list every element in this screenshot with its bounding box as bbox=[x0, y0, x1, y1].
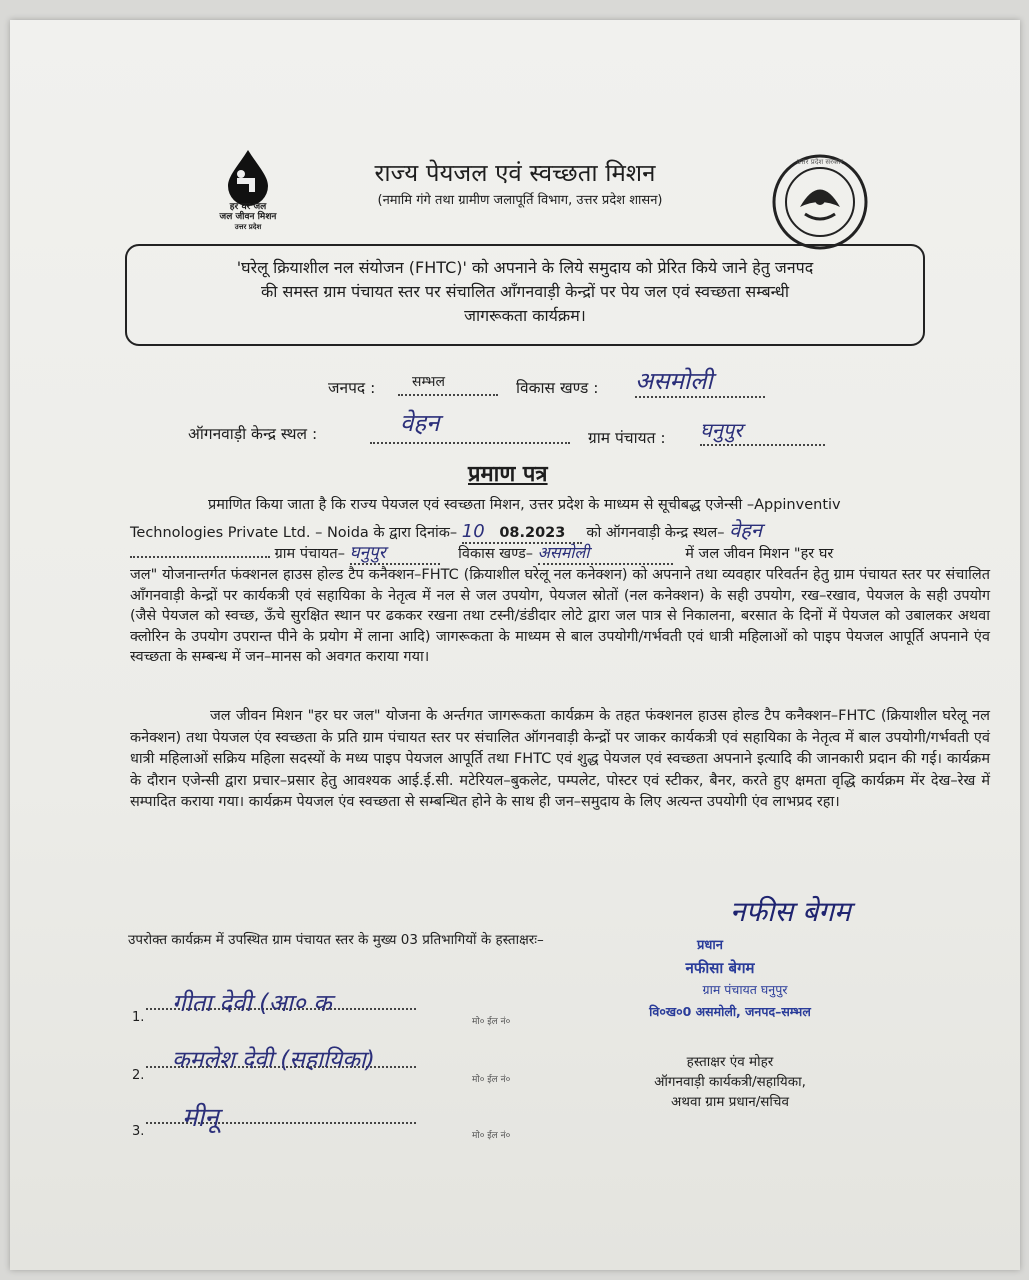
pradhan-stamp bbox=[610, 935, 850, 1023]
vikas-label: विकास खण्ड : bbox=[516, 379, 599, 397]
agency-line: Technologies Private Ltd. – Noida के द्वारा दिनांक– bbox=[130, 525, 458, 541]
aangan-site-label: को ऑगनवाड़ी केन्द्र स्थल– bbox=[586, 525, 725, 541]
participant-signature: मीनू bbox=[182, 1103, 219, 1133]
sig-line-3: अथवा ग्राम प्रधान/सचिव bbox=[671, 1094, 789, 1110]
participant-row bbox=[132, 988, 562, 1028]
mobile-label: मो० ईल नं० bbox=[472, 1075, 511, 1085]
janpad-label: जनपद : bbox=[328, 379, 376, 397]
para1-body: जल" योजनान्तर्गत फंक्शनल हाउस होल्ड टैप कनैक्शन–FHTC (क्रियाशील घरेलू नल कनेक्शन) को अपनाने तथा व्यवहार परिवर्तन हेतु ग्राम पंचायत स्तर पर संचालित आँगनवाड़ी केन्द्रों पर कार्यकत्री एवं सहायिका के नेतृत्व में नल से जल उपयोग, पेयजल स्रोतों (नल कनेक्शन) के सही उपयोग, रख–रखाव, पेयजल के सही उपयोग (जैसे पेयजल को स्वच्छ, ऊँचे सुरक्षित स्थान पर ढककर रखना तथा टस्नी/डंडीदार लोटे द्वारा जल पात्र से निकालना, बरसात के दिनों में पेयजल को उबालकर अथवा क्लोरिन के उपयोग उपरान्त पीने के प्रयोग में लाना आदि) जागरूकता के माध्यम से बाल उपयोगी/गर्भवती एवं धात्री महिलाओं को पाइप पेयजल आपूर्ति अपनाने एंव स्वच्छता के सम्बन्ध में जन–मानस को अवगत कराया गया। bbox=[130, 567, 990, 666]
stamp-line-1: प्रधान bbox=[697, 938, 723, 953]
gram-panchayat-label: ग्राम पंचायत– bbox=[274, 546, 345, 562]
up-government-seal bbox=[770, 152, 870, 252]
gram-handwritten: घनुपुर bbox=[700, 418, 743, 442]
header-subtitle: (नमामि गंगे तथा ग्रामीण जलापूर्ति विभाग, उत्तर प्रदेश शासन) bbox=[377, 193, 663, 208]
vikas-handwritten: असमोली bbox=[635, 367, 713, 395]
water-drop-icon bbox=[223, 148, 273, 206]
logo-line-2: जल जीवन मिशन bbox=[219, 212, 277, 222]
mobile-label: मो० ईल नं० bbox=[472, 1017, 511, 1027]
janpad-text: सम्भल bbox=[412, 374, 445, 390]
aangan-label: ऑगनवाड़ी केन्द्र स्थल : bbox=[188, 425, 318, 443]
gram-label: ग्राम पंचायत : bbox=[588, 429, 666, 447]
date-printed: 08.2023 bbox=[499, 525, 566, 541]
participant-number: 2. bbox=[132, 1068, 145, 1083]
aangan-value bbox=[370, 406, 570, 444]
stamp-line-3: ग्राम पंचायत घनुपुर bbox=[702, 982, 788, 997]
aangan-handwritten: वेहन bbox=[400, 409, 440, 437]
para1-line3 bbox=[130, 540, 990, 564]
seal-emblem-icon bbox=[770, 152, 870, 252]
participant-signature: गीता देवी (आ० क bbox=[172, 989, 332, 1017]
sig-line-1: हस्ताक्षर एंव मोहर bbox=[686, 1054, 774, 1070]
participant-number: 1. bbox=[132, 1010, 145, 1025]
pradhan-signature: नफीस बेगम bbox=[730, 895, 851, 928]
participants-intro: उपरोक्त कार्यक्रम में उपस्थित ग्राम पंचायत स्तर के मुख्य 03 प्रतिभागियों के हस्ताक्षरः– bbox=[128, 932, 544, 948]
program-banner bbox=[125, 244, 925, 346]
seal-text: उत्तर प्रदेश सरकार bbox=[796, 158, 844, 166]
signature-block bbox=[610, 1052, 850, 1112]
gram-handwritten-2: घनुपुर bbox=[350, 540, 440, 565]
mission-text: में जल जीवन मिशन "हर घर bbox=[685, 546, 834, 562]
vikas-value bbox=[635, 364, 765, 398]
mobile-label: मो० ईल नं० bbox=[472, 1131, 511, 1141]
jal-jeevan-mission-logo bbox=[205, 148, 295, 248]
vikas-khand-label: विकास खण्ड– bbox=[458, 546, 534, 562]
participant-row bbox=[132, 1102, 562, 1142]
participant-row bbox=[132, 1046, 562, 1086]
gram-value bbox=[700, 416, 825, 446]
participant-signature: कमलेश देवी (सहायिका) bbox=[172, 1047, 375, 1073]
banner-line-1: 'घरेलू क्रियाशील नल संयोजन (FHTC)' को अपनाने के लिये समुदाय को प्रेरित किये जाने हेतु जनपद bbox=[236, 258, 814, 277]
certificate-page bbox=[10, 20, 1020, 1270]
header-title: राज्य पेयजल एवं स्वच्छता मिशन bbox=[374, 159, 656, 187]
sig-line-2: ऑगनवाड़ी कार्यकत्री/सहायिका, bbox=[654, 1074, 806, 1090]
banner-line-3: जागरूकता कार्यक्रम। bbox=[464, 306, 586, 325]
para1-line2 bbox=[130, 516, 990, 540]
janpad-value bbox=[398, 372, 498, 396]
banner-line-2: की समस्त ग्राम पंचायत स्तर पर संचालित आँगनवाड़ी केन्द्रों पर पेय जल एवं स्वच्छता सम्बन्धी bbox=[260, 282, 790, 301]
stamp-line-4: वि०ख०0 असमोली, जनपद–सम्भल bbox=[649, 1004, 811, 1019]
vikas-handwritten-2: असमोली bbox=[538, 541, 673, 565]
logo-line-3: उत्तर प्रदेश bbox=[234, 223, 262, 231]
site-handwritten: वेहन bbox=[729, 518, 762, 542]
stamp-line-2: नफीसा बेगम bbox=[685, 959, 755, 977]
participant-number: 3. bbox=[132, 1124, 145, 1139]
certificate-title: प्रमाण पत्र bbox=[468, 462, 548, 487]
para1-line1: प्रमाणित किया जाता है कि राज्य पेयजल एवं स्वच्छता मिशन, उत्तर प्रदेश के माध्यम से सूचीबद्ध एजेन्सी –Appinventiv bbox=[208, 497, 841, 513]
para2-body: जल जीवन मिशन "हर घर जल" योजना के अर्न्तगत जागरूकता कार्यक्रम के तहत फंक्शनल हाउस होल्ड टैप कनैक्शन–FHTC (क्रियाशील घरेलू नल कनेक्शन) तथा पेयजल एंव स्वच्छता के प्रति ग्राम पंचायत स्तर पर संचालित ऑगनवाड़ी केन्द्रों पर जाकर कार्यकत्री एवं सहायिका के नेतृत्व में बाल उपयोगी/गर्भवती एवं धात्री महिलाओं सक्रिय महिला सदस्यों के मध्य पाइप पेयजल आपूर्ति तथा FHTC एवं शुद्ध पेयजल एवं स्वच्छता अपनाने इत्यादि की जानकारी प्रदान की गई। कार्यक्रम के दौरान एजेन्सी द्वारा प्रचार–प्रसार हेतु आवश्यक आई.ई.सी. मटेरियल–बुकलेट, पम्पलेट, पोस्टर एवं स्टीकर, बैनर, करते हुए क्षमता वृद्धि कार्यक्रम मेंर देख–रेख में सम्पादित कराया गया। कार्यक्रम पेयजल एंव स्वच्छता से सम्बन्धित होने के साथ ही जन–समुदाय के लिए अत्यन्त उपयोगी एंव लाभप्रद रहा। bbox=[130, 708, 990, 810]
date-day-handwritten: 10 bbox=[461, 521, 485, 542]
blank-dots bbox=[130, 556, 270, 558]
logo-line-1: हर घर जल bbox=[229, 202, 267, 212]
